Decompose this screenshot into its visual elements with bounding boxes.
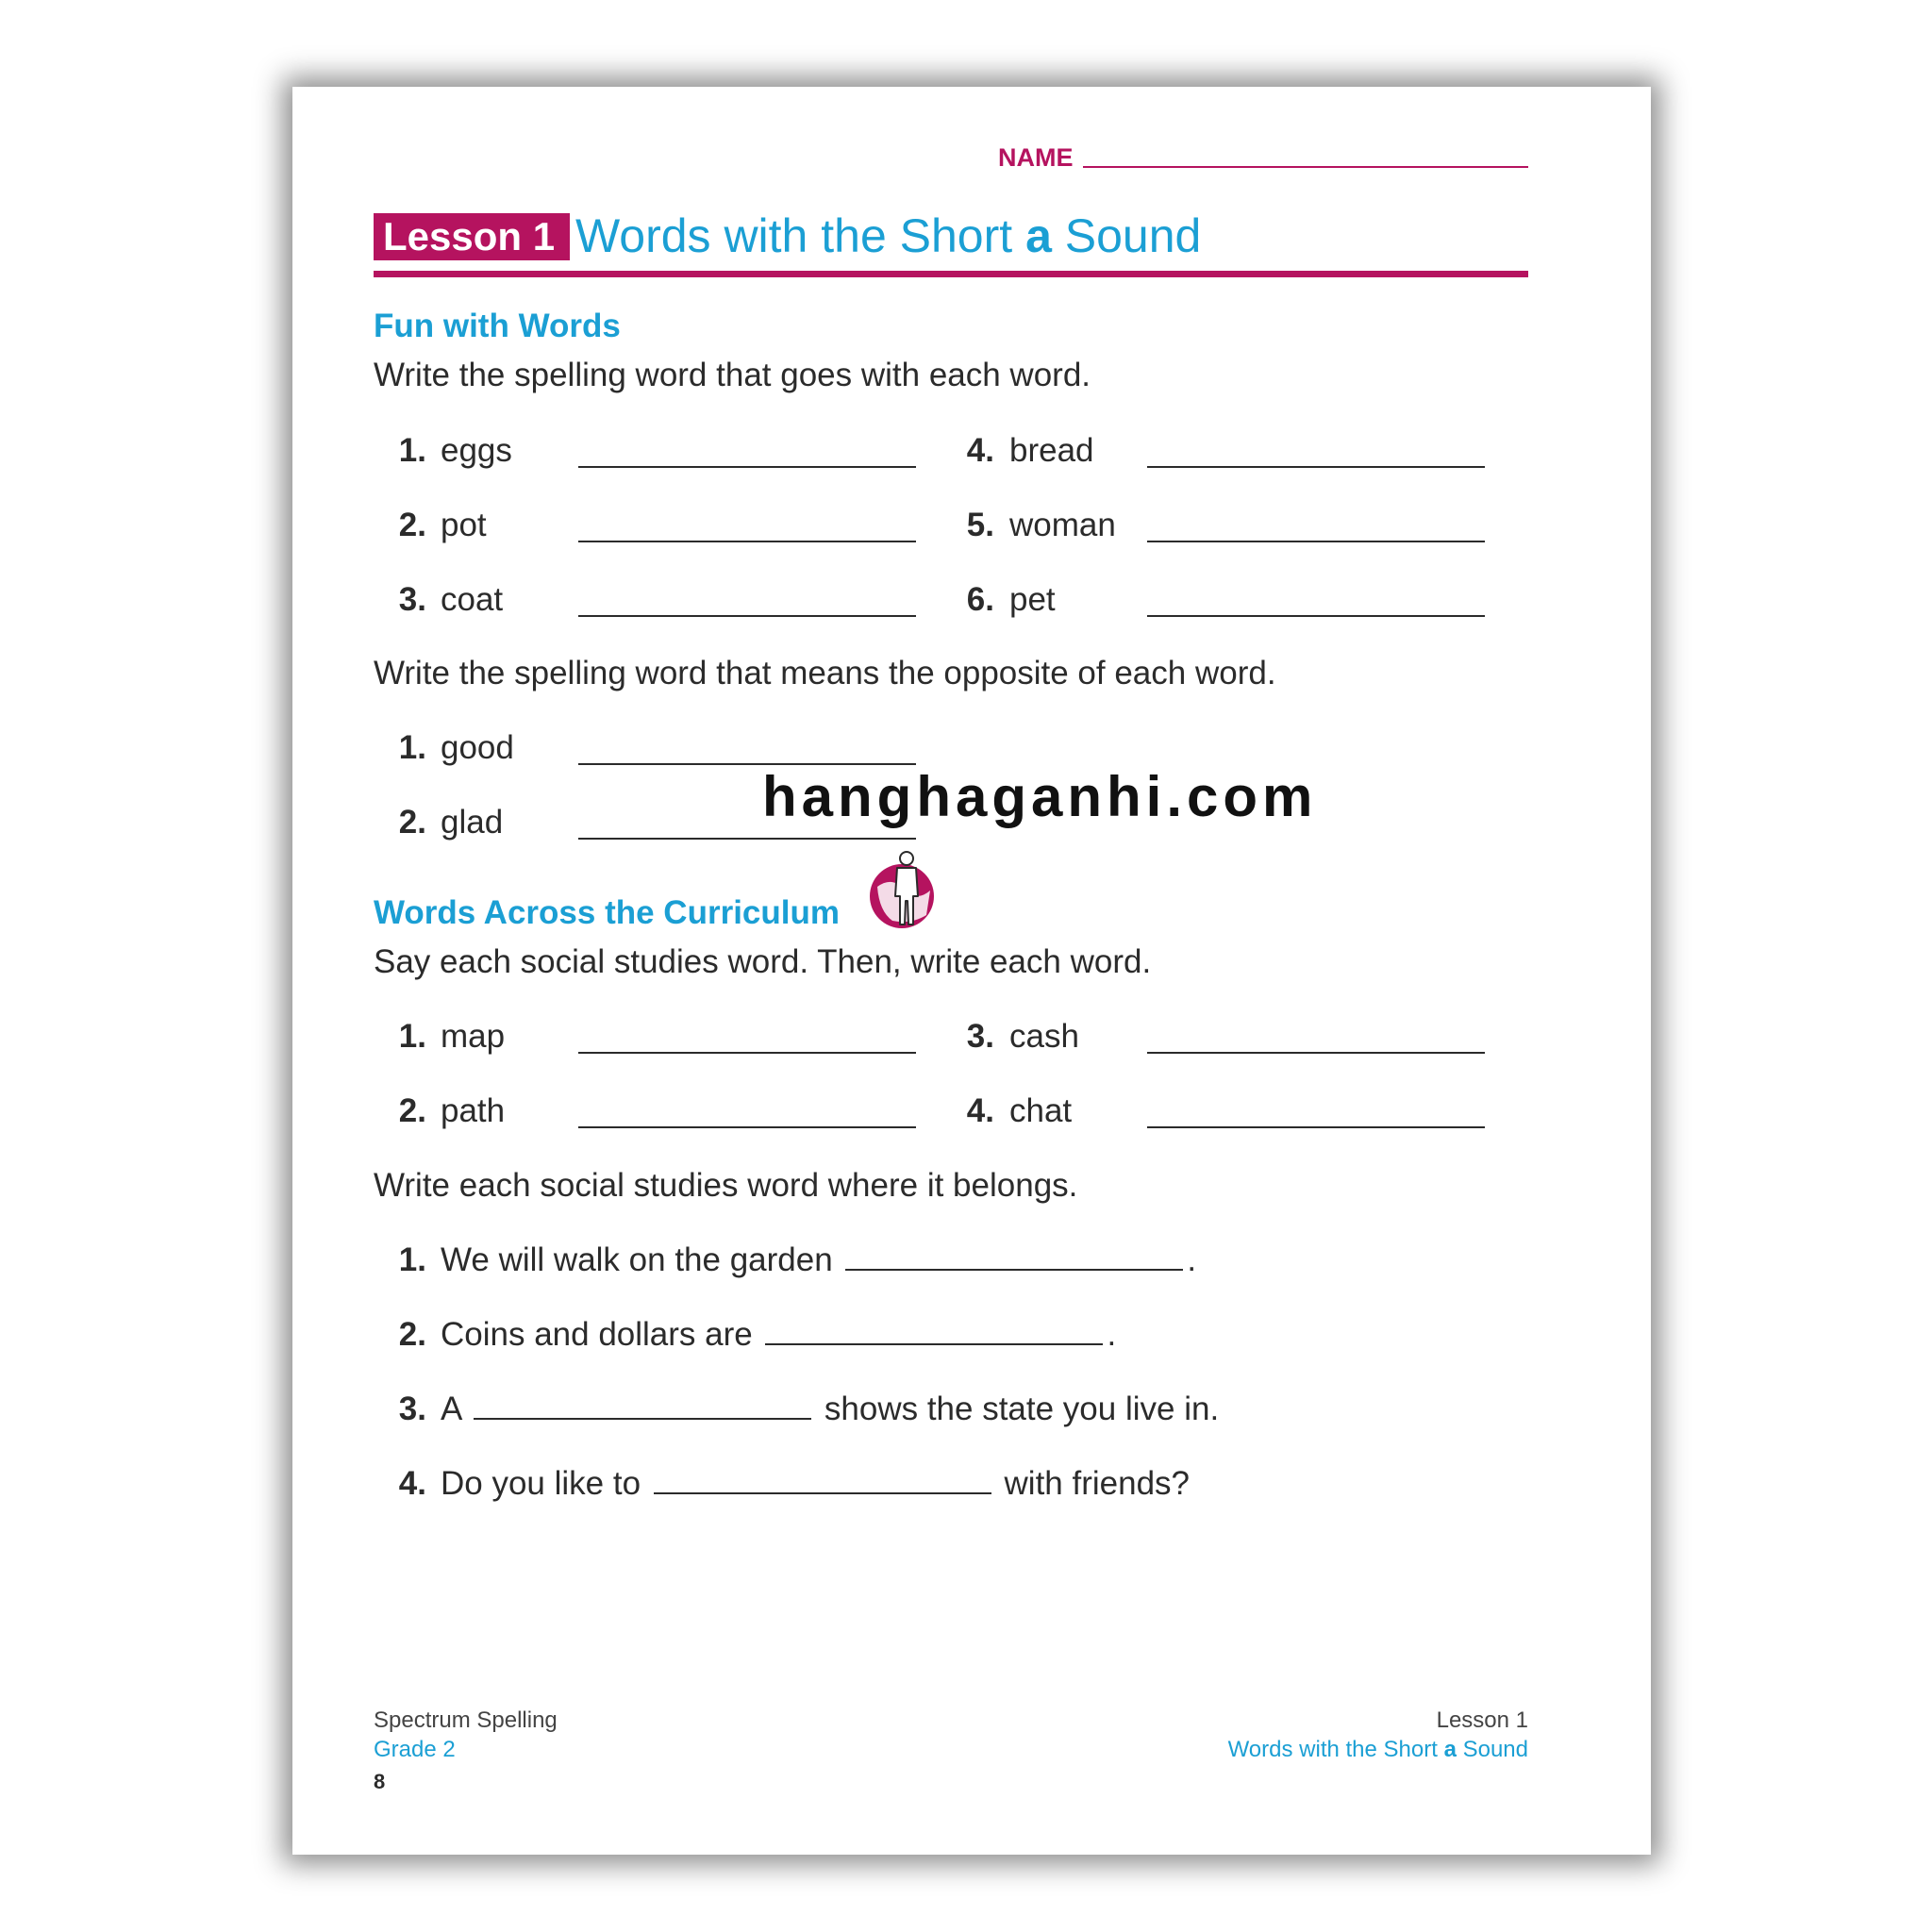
sentence-after: with friends? (1004, 1465, 1191, 1502)
sentence-before: A (441, 1391, 461, 1427)
footer-book-title: Spectrum Spelling (374, 1707, 558, 1733)
item-number: 1. (398, 729, 426, 766)
sentence-before: We will walk on the garden (441, 1241, 833, 1278)
answer-blank[interactable] (1147, 1126, 1485, 1128)
answer-blank[interactable] (1147, 541, 1485, 542)
sentence-blank[interactable] (654, 1491, 991, 1494)
item-word: path (441, 1092, 506, 1129)
item-word: chat (1009, 1092, 1073, 1129)
sentence-before: Do you like to (441, 1465, 641, 1502)
sentence-number: 3. (398, 1391, 426, 1427)
lesson-title (575, 206, 1201, 266)
footer-title-post: Sound (1456, 1737, 1528, 1762)
item-word: cash (1009, 1018, 1079, 1055)
item-number: 3. (398, 581, 426, 618)
lesson-title-letter: a (1025, 209, 1052, 262)
item-number: 3. (966, 1018, 994, 1055)
lesson-title-post: Sound (1051, 209, 1202, 262)
item-word: woman (1009, 507, 1116, 543)
item-number: 2. (398, 804, 426, 841)
sentence (441, 1241, 1196, 1279)
instruction-opposite: Write the spelling word that means the opposite of each word. (374, 655, 1276, 691)
watermark-text: hanghaganhi.com (762, 765, 1318, 828)
name-field-line[interactable] (1083, 166, 1528, 168)
answer-blank[interactable] (578, 615, 916, 617)
item-number: 1. (398, 432, 426, 469)
footer-lesson-number: Lesson 1 (1436, 1707, 1528, 1733)
instruction-where-belongs: Write each social studies word where it belongs. (374, 1167, 1078, 1204)
answer-blank[interactable] (578, 1126, 916, 1128)
answer-blank[interactable] (1147, 1052, 1485, 1054)
item-number: 1. (398, 1018, 426, 1055)
lesson-badge: Lesson 1 (374, 213, 570, 260)
sentence-blank[interactable] (845, 1268, 1183, 1271)
item-number: 4. (966, 1092, 994, 1129)
item-word: pet (1009, 581, 1056, 618)
section-heading-curriculum: Words Across the Curriculum (374, 894, 840, 931)
sentence (441, 1391, 1219, 1428)
answer-blank[interactable] (578, 466, 916, 468)
item-word: pot (441, 507, 487, 543)
answer-blank[interactable] (1147, 466, 1485, 468)
item-word: eggs (441, 432, 512, 469)
title-rule (374, 271, 1528, 277)
section-heading-fun-with-words: Fun with Words (374, 308, 621, 344)
sentence-blank[interactable] (474, 1417, 811, 1420)
footer-lesson-title (1228, 1737, 1528, 1763)
answer-blank[interactable] (578, 1052, 916, 1054)
sentence-after: . (1187, 1241, 1197, 1278)
sentence-after: shows the state you live in. (824, 1391, 1220, 1427)
item-word: good (441, 729, 514, 766)
item-number: 4. (966, 432, 994, 469)
page-number: 8 (374, 1770, 386, 1793)
instruction-goes-with: Write the spelling word that goes with each word. (374, 357, 1091, 393)
item-word: glad (441, 804, 504, 841)
sentence-number: 1. (398, 1241, 426, 1278)
name-label: NAME (998, 143, 1074, 172)
footer-title-letter: a (1443, 1737, 1457, 1762)
item-number: 2. (398, 1092, 426, 1129)
item-number: 5. (966, 507, 994, 543)
lesson-title-pre: Words with the Short (575, 209, 1026, 262)
social-studies-person-icon (864, 849, 943, 934)
footer-grade: Grade 2 (374, 1737, 456, 1762)
item-word: bread (1009, 432, 1094, 469)
answer-blank[interactable] (578, 541, 916, 542)
sentence-number: 4. (398, 1465, 426, 1502)
answer-blank[interactable] (578, 838, 916, 840)
sentence-after: . (1107, 1316, 1117, 1353)
sentence-number: 2. (398, 1316, 426, 1353)
answer-blank[interactable] (1147, 615, 1485, 617)
sentence (441, 1316, 1116, 1354)
sentence-before: Coins and dollars are (441, 1316, 753, 1353)
sentence-blank[interactable] (765, 1342, 1103, 1345)
sentence (441, 1465, 1190, 1503)
footer-title-pre: Words with the Short (1227, 1737, 1444, 1762)
instruction-say-each: Say each social studies word. Then, write each word. (374, 943, 1152, 980)
item-word: map (441, 1018, 506, 1055)
item-word: coat (441, 581, 504, 618)
item-number: 2. (398, 507, 426, 543)
item-number: 6. (966, 581, 994, 618)
worksheet-page (292, 87, 1651, 1855)
